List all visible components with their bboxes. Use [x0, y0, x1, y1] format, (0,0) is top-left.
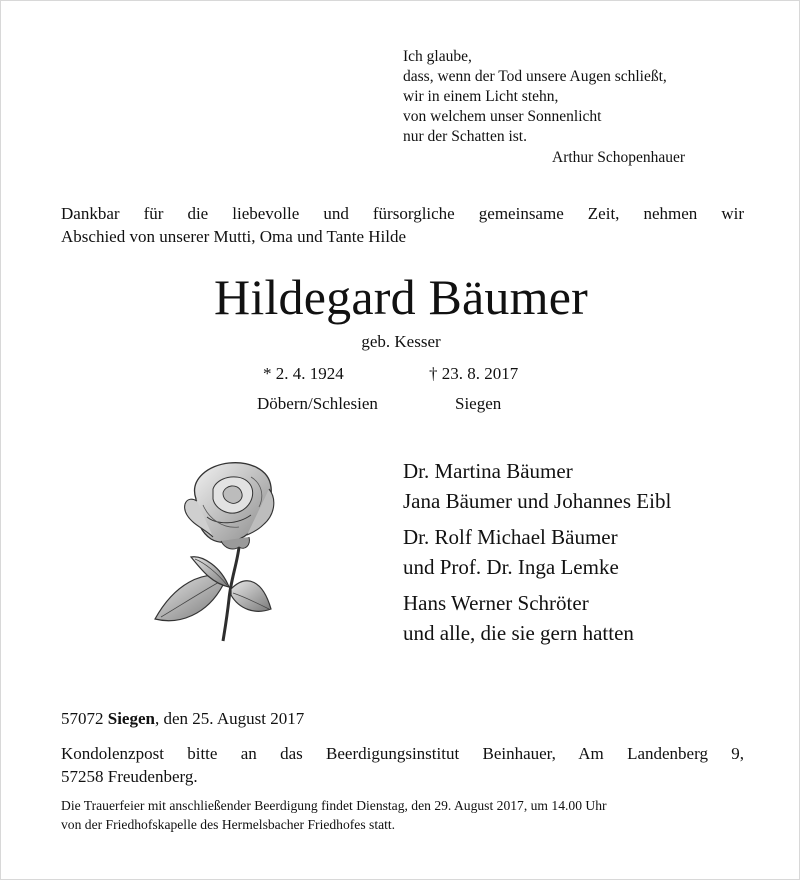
mourner-name: und Prof. Dr. Inga Lemke [403, 555, 619, 579]
condolence-line: 57258 Freudenberg. [61, 767, 198, 786]
intro-line: Dankbar für die liebevolle und fürsorgliche gemeinsame Zeit, nehmen wir [61, 204, 744, 223]
poem-line: Ich glaube, [403, 48, 472, 65]
deceased-name: Hildegard Bäumer [214, 269, 588, 325]
death-date: † 23. 8. 2017 [429, 364, 519, 383]
funeral-line: von der Friedhofskapelle des Hermelsbacher Friedhofes statt. [61, 817, 396, 832]
birth-date: * 2. 4. 1924 [263, 364, 344, 383]
mourner-name: Dr. Martina Bäumer [403, 459, 573, 483]
mourner-name: und alle, die sie gern hatten [403, 621, 634, 645]
funeral-info [61, 796, 744, 834]
poem-line: wir in einem Licht stehn, [403, 88, 559, 105]
mourner-name: Jana Bäumer und Johannes Eibl [403, 489, 672, 513]
poem-line: nur der Schatten ist. [403, 128, 527, 145]
dateline-date: , den 25. August 2017 [154, 709, 305, 728]
dateline-city: Siegen [107, 709, 155, 728]
mourner-name: Hans Werner Schröter [403, 591, 589, 615]
condolence-line: Kondolenzpost bitte an das Beerdigungsinstitut Beinhauer, Am Landenberg 9, [61, 744, 744, 763]
poem-author: Arthur Schopenhauer [552, 149, 685, 166]
mourner-name: Dr. Rolf Michael Bäumer [403, 525, 618, 549]
mourner-group [403, 588, 783, 648]
mourners-list [403, 456, 783, 654]
mourner-group [403, 456, 783, 516]
intro-text [61, 202, 744, 248]
mourner-group [403, 522, 783, 582]
dateline-postcode: 57072 [61, 709, 104, 728]
dateline [61, 708, 304, 730]
intro-line: Abschied von unserer Mutti, Oma und Tante Hilde [61, 227, 407, 246]
birth-name: geb. Kesser [361, 332, 441, 351]
condolence-address [61, 742, 744, 788]
poem [403, 47, 703, 168]
poem-line: von welchem unser Sonnenlicht [403, 108, 602, 125]
death-place: Siegen [455, 394, 502, 413]
rose-icon [151, 459, 276, 644]
poem-line: dass, wenn der Tod unsere Augen schließt, [403, 68, 667, 85]
funeral-line: Die Trauerfeier mit anschließender Beerdigung findet Dienstag, den 29. August 2017, um 14.00 Uhr [61, 798, 607, 813]
birth-place: Döbern/Schlesien [257, 394, 378, 413]
